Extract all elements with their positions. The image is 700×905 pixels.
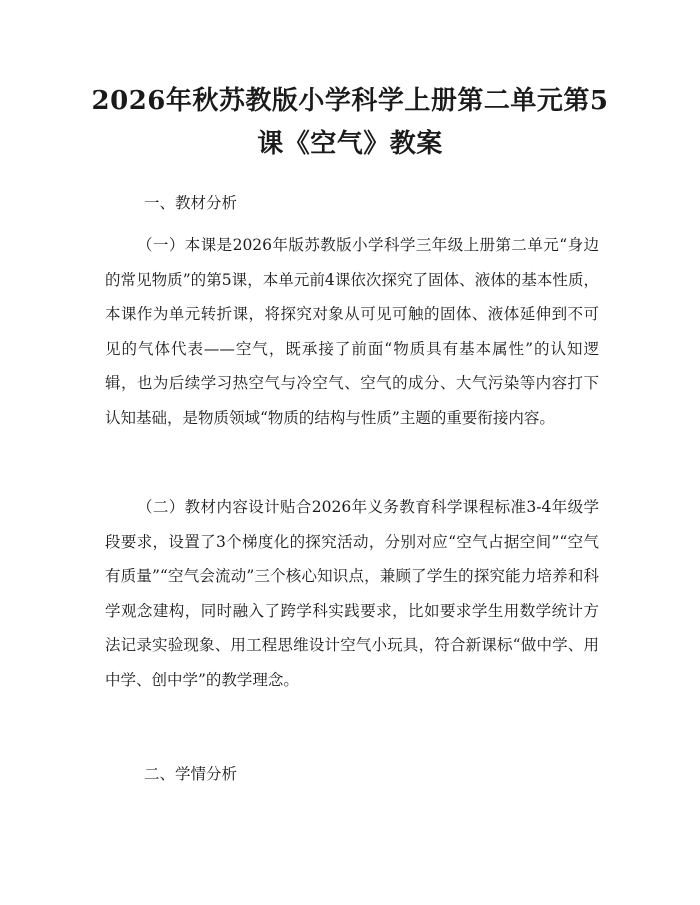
section-heading-student-analysis: 二、学情分析 (144, 765, 238, 783)
document-title-line-1: 2026年秋苏教版小学科学上册第二单元第5 (91, 86, 609, 116)
paragraph-2: （二）教材内容设计贴合2026年义务教育科学课程标准3-4年级学段要求，设置了3个梯度化的探究活动，分别对应“空气占据空间”“空气有质量”“空气会流动”三个核心知识点，兼顾了学生的探究能力培养和科学观念建构，同时融入了跨学科实践要求，比如要求学生用数学统计方法记录实验现象、用工程思维设计空气小玩具，符合新课标“做中学、用中学、创中学”的教学理念。 (105, 498, 599, 689)
section-heading-textbook-analysis: 一、教材分析 (144, 194, 238, 212)
document-title-line-2: 课《空气》教案 (257, 129, 443, 159)
paragraph-1: （一）本课是2026年版苏教版小学科学三年级上册第二单元“身边的常见物质”的第5课，本单元前4课依次探究了固体、液体的基本性质，本课作为单元转折课，将探究对象从可见可触的固体、液体延伸到不可见的气体代表——空气，既承接了前面“物质具有基本属性”的认知逻辑，也为后续学习热空气与冷空气、空气的成分、大气污染等内容打下认知基础，是物质领域“物质的结构与性质”主题的重要衔接内容。 (105, 236, 599, 427)
